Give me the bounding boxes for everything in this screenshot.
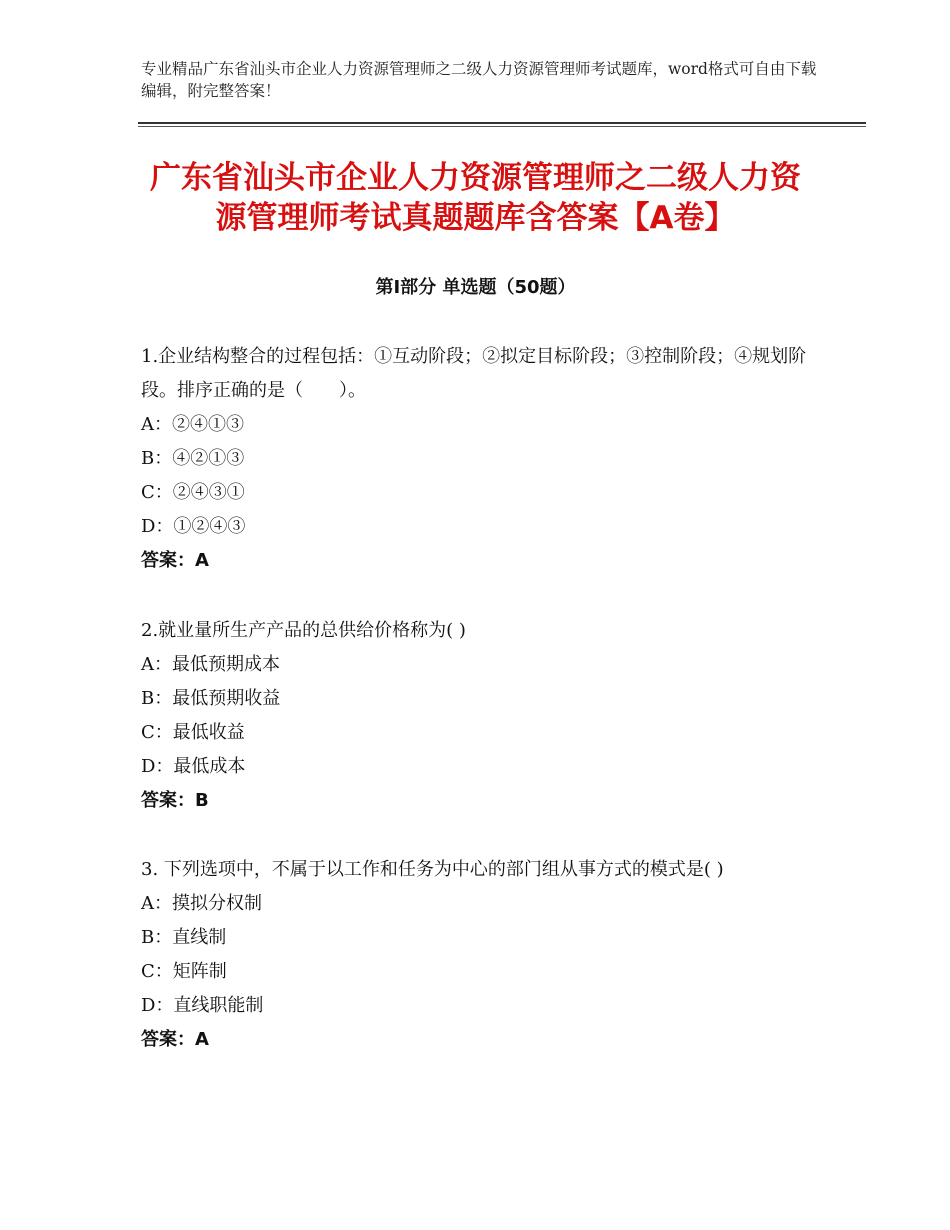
option-d: D：直线职能制	[141, 995, 264, 1016]
option-c: C：矩阵制	[141, 961, 227, 982]
option-b: B：直线制	[141, 927, 227, 948]
answer: 答案：A	[141, 550, 209, 571]
answer: 答案：B	[141, 790, 209, 811]
answer: 答案：A	[141, 1029, 209, 1050]
question-text: 3. 下列选项中，不属于以工作和任务为中心的部门组从事方式的模式是( )	[141, 859, 724, 880]
question-text: 2.就业量所生产产品的总供给价格称为( )	[141, 620, 466, 641]
option-d: D：最低成本	[141, 756, 246, 777]
document-title: 广东省汕头市企业人力资源管理师之二级人力资源管理师考试真题题库含答案【A卷】	[150, 160, 801, 236]
header-rule-thin	[138, 126, 866, 127]
option-c: C：最低收益	[141, 722, 245, 743]
option-b: B：④②①③	[141, 448, 245, 469]
question-2	[141, 614, 821, 818]
question-3	[141, 853, 821, 1057]
header-rule-thick	[138, 122, 866, 124]
question-1	[141, 340, 821, 578]
option-a: A：②④①③	[141, 414, 244, 435]
option-c: C：②④③①	[141, 482, 245, 503]
option-a: A：最低预期成本	[141, 654, 280, 675]
option-b: B：最低预期收益	[141, 688, 281, 709]
question-text: 1.企业结构整合的过程包括：①互动阶段；②拟定目标阶段；③控制阶段；④规划阶段。排序正确的是（ ）。	[141, 346, 807, 401]
header-note: 专业精品广东省汕头市企业人力资源管理师之二级人力资源管理师考试题库，word格式可自由下载编辑，附完整答案！	[141, 60, 817, 100]
option-a: A：摸拟分权制	[141, 893, 262, 914]
option-d: D：①②④③	[141, 516, 246, 537]
section-title: 第Ⅰ部分 单选题（50题）	[375, 277, 576, 298]
